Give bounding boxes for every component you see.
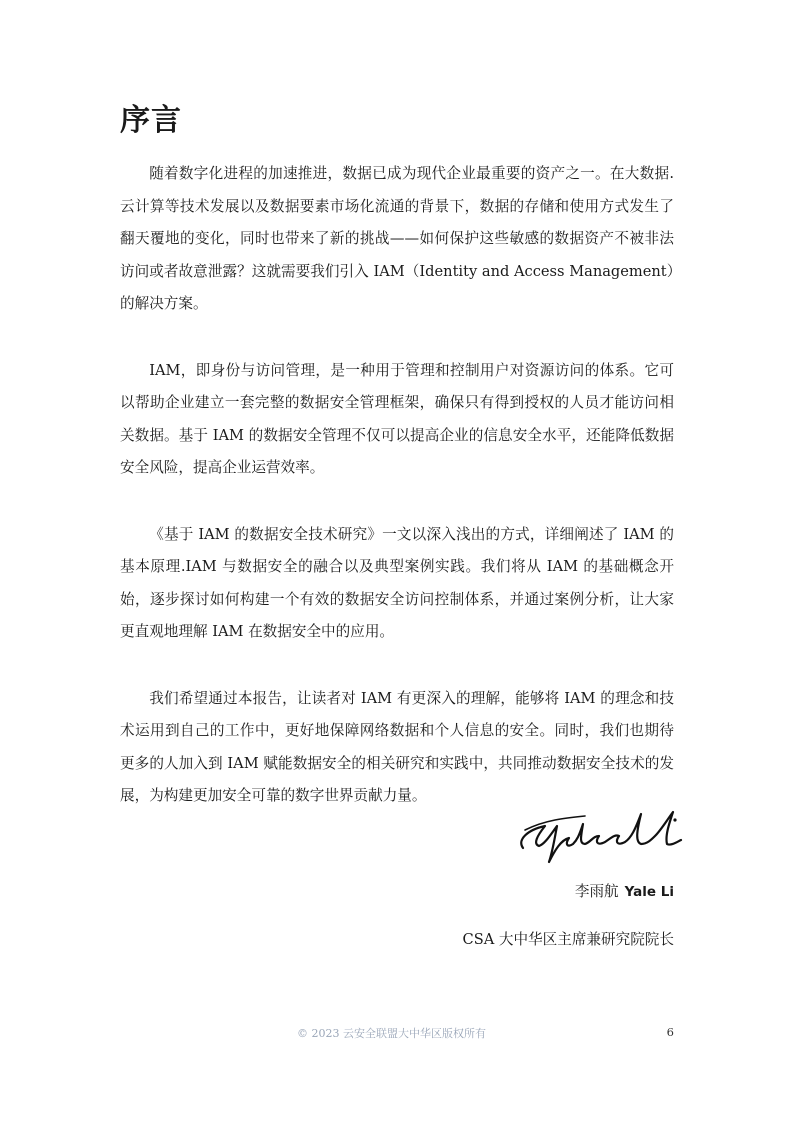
page-number: 6 [666, 1025, 674, 1039]
page-title: 序言 [120, 103, 182, 138]
paragraph-1: 随着数字化进程的加速推进，数据已成为现代企业最重要的资产之一。在大数据.云计算等技术发展以及数据要素市场化流通的背景下，数据的存储和使用方式发生了翻天覆地的变化，同时也带来了新的挑战——如何保护这些敏感的数据资产不被非法访问或者故意泄露？这就需要我们引入 IAM（Identity and Access Management）的解决方案。 [120, 165, 674, 312]
signer-name [575, 880, 674, 901]
paragraph-2: IAM，即身份与访问管理，是一种用于管理和控制用户对资源访问的体系。它可以帮助企业建立一套完整的数据安全管理框架，确保只有得到授权的人员才能访问相关数据。基于 IAM 的数据安全管理不仅可以提高企业的信息安全水平，还能降低数据安全风险，提高企业运营效率。 [120, 361, 674, 476]
signer-name-en: Yale Li [624, 884, 674, 900]
footer-copyright: © 2023 云安全联盟大中华区版权所有 [297, 1027, 486, 1040]
paragraph-4: 我们希望通过本报告，让读者对 IAM 有更深入的理解，能够将 IAM 的理念和技术运用到自己的工作中，更好地保障网络数据和个人信息的安全。同时，我们也期待更多的人加入到 IAM 赋能数据安全的相关研究和实践中，共同推动数据安全技术的发展，为构建更加安全可靠的数字世界贡献力量。 [120, 689, 674, 804]
signer-role: CSA 大中华区主席兼研究院院长 [462, 931, 674, 948]
paragraph-3: 《基于 IAM 的数据安全技术研究》一文以深入浅出的方式，详细阐述了 IAM 的基本原理.IAM 与数据安全的融合以及典型案例实践。我们将从 IAM 的基础概念开始，逐步探讨如何构建一个有效的数据安全访问控制体系，并通过案例分析，让大家更直观地理解 IAM 在数据安全中的应用。 [120, 525, 674, 640]
signer-name-cn: 李雨航 [574, 883, 619, 900]
handwritten-signature [515, 800, 690, 870]
preface-body [120, 158, 674, 847]
